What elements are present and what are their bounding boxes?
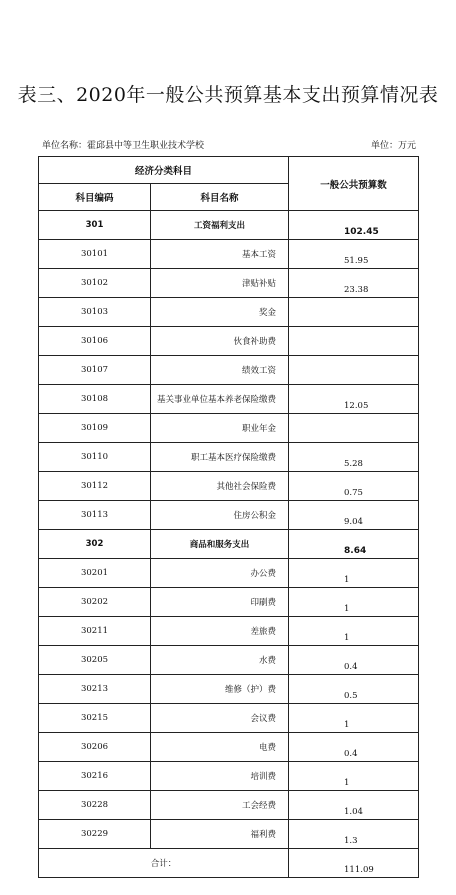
table-row — [39, 530, 419, 559]
cell-name: 基关事业单位基本养老保险缴费 — [151, 385, 289, 414]
cell-code: 30215 — [39, 704, 151, 733]
cell-name: 商品和服务支出 — [151, 530, 289, 559]
cell-amount: 1 — [289, 588, 419, 617]
cell-name: 职工基本医疗保险缴费 — [151, 443, 289, 472]
cell-amount — [289, 298, 419, 327]
cell-name: 津贴补贴 — [151, 269, 289, 298]
cell-code: 30213 — [39, 675, 151, 704]
table-row — [39, 646, 419, 675]
cell-name: 职业年金 — [151, 414, 289, 443]
cell-name: 工会经费 — [151, 791, 289, 820]
cell-name: 工资福利支出 — [151, 211, 289, 240]
cell-name: 福利费 — [151, 820, 289, 849]
cell-code: 302 — [39, 530, 151, 559]
cell-name: 基本工资 — [151, 240, 289, 269]
cell-code: 30202 — [39, 588, 151, 617]
cell-name: 培训费 — [151, 762, 289, 791]
cell-amount: 1 — [289, 617, 419, 646]
cell-amount: 0.4 — [289, 646, 419, 675]
cell-name: 绩效工资 — [151, 356, 289, 385]
table-row — [39, 385, 419, 414]
table-row — [39, 501, 419, 530]
cell-name: 奖金 — [151, 298, 289, 327]
cell-name: 会议费 — [151, 704, 289, 733]
header-code: 科目编码 — [39, 184, 151, 211]
cell-amount: 1.3 — [289, 820, 419, 849]
cell-name: 水费 — [151, 646, 289, 675]
cell-amount: 1 — [289, 704, 419, 733]
total-amount: 111.09 — [289, 849, 419, 878]
cell-code: 30103 — [39, 298, 151, 327]
header-econ: 经济分类科目 — [39, 157, 289, 184]
cell-name: 电费 — [151, 733, 289, 762]
unit-label: 单位：万元 — [370, 141, 416, 151]
cell-amount: 9.04 — [289, 501, 419, 530]
cell-amount: 0.5 — [289, 675, 419, 704]
table-row — [39, 356, 419, 385]
table-row — [39, 791, 419, 820]
cell-code: 30107 — [39, 356, 151, 385]
cell-amount: 23.38 — [289, 269, 419, 298]
table-row — [39, 414, 419, 443]
cell-name: 其他社会保险费 — [151, 472, 289, 501]
cell-code: 30106 — [39, 327, 151, 356]
table-row — [39, 617, 419, 646]
cell-code: 30201 — [39, 559, 151, 588]
cell-name: 维修（护）费 — [151, 675, 289, 704]
table-row — [39, 443, 419, 472]
total-row — [39, 849, 419, 878]
cell-amount: 1 — [289, 762, 419, 791]
table-row — [39, 269, 419, 298]
table-row — [39, 559, 419, 588]
cell-amount: 1.04 — [289, 791, 419, 820]
cell-code: 30113 — [39, 501, 151, 530]
total-label: 合计： — [39, 849, 289, 878]
table-row — [39, 675, 419, 704]
cell-amount: 102.45 — [289, 211, 419, 240]
cell-code: 30110 — [39, 443, 151, 472]
budget-table — [38, 156, 419, 878]
cell-code: 30211 — [39, 617, 151, 646]
header-name: 科目名称 — [151, 184, 289, 211]
cell-amount: 0.4 — [289, 733, 419, 762]
table-row — [39, 588, 419, 617]
cell-code: 30229 — [39, 820, 151, 849]
cell-code: 30205 — [39, 646, 151, 675]
table-row — [39, 298, 419, 327]
cell-amount: 8.64 — [289, 530, 419, 559]
cell-amount: 5.28 — [289, 443, 419, 472]
cell-amount — [289, 414, 419, 443]
header-row-1 — [39, 157, 419, 184]
table-row — [39, 327, 419, 356]
table-row — [39, 211, 419, 240]
cell-amount: 51.95 — [289, 240, 419, 269]
cell-name: 差旅费 — [151, 617, 289, 646]
cell-code: 30109 — [39, 414, 151, 443]
table-row — [39, 762, 419, 791]
cell-code: 30216 — [39, 762, 151, 791]
cell-code: 301 — [39, 211, 151, 240]
table-row — [39, 472, 419, 501]
cell-code: 30108 — [39, 385, 151, 414]
cell-amount: 0.75 — [289, 472, 419, 501]
cell-amount: 12.05 — [289, 385, 419, 414]
cell-name: 伙食补助费 — [151, 327, 289, 356]
cell-amount: 1 — [289, 559, 419, 588]
unit-name: 单位名称：霍邱县中等卫生职业技术学校 — [42, 141, 205, 151]
table-row — [39, 704, 419, 733]
cell-code: 30228 — [39, 791, 151, 820]
header-budget: 一般公共预算数 — [289, 157, 419, 211]
cell-name: 办公费 — [151, 559, 289, 588]
page-title: 表三、2020年一般公共预算基本支出预算情况表 — [17, 84, 439, 106]
cell-name: 印刷费 — [151, 588, 289, 617]
cell-code: 30206 — [39, 733, 151, 762]
cell-code: 30112 — [39, 472, 151, 501]
table-row — [39, 733, 419, 762]
cell-code: 30102 — [39, 269, 151, 298]
table-row — [39, 240, 419, 269]
cell-amount — [289, 356, 419, 385]
cell-code: 30101 — [39, 240, 151, 269]
cell-name: 住房公积金 — [151, 501, 289, 530]
cell-amount — [289, 327, 419, 356]
table-row — [39, 820, 419, 849]
